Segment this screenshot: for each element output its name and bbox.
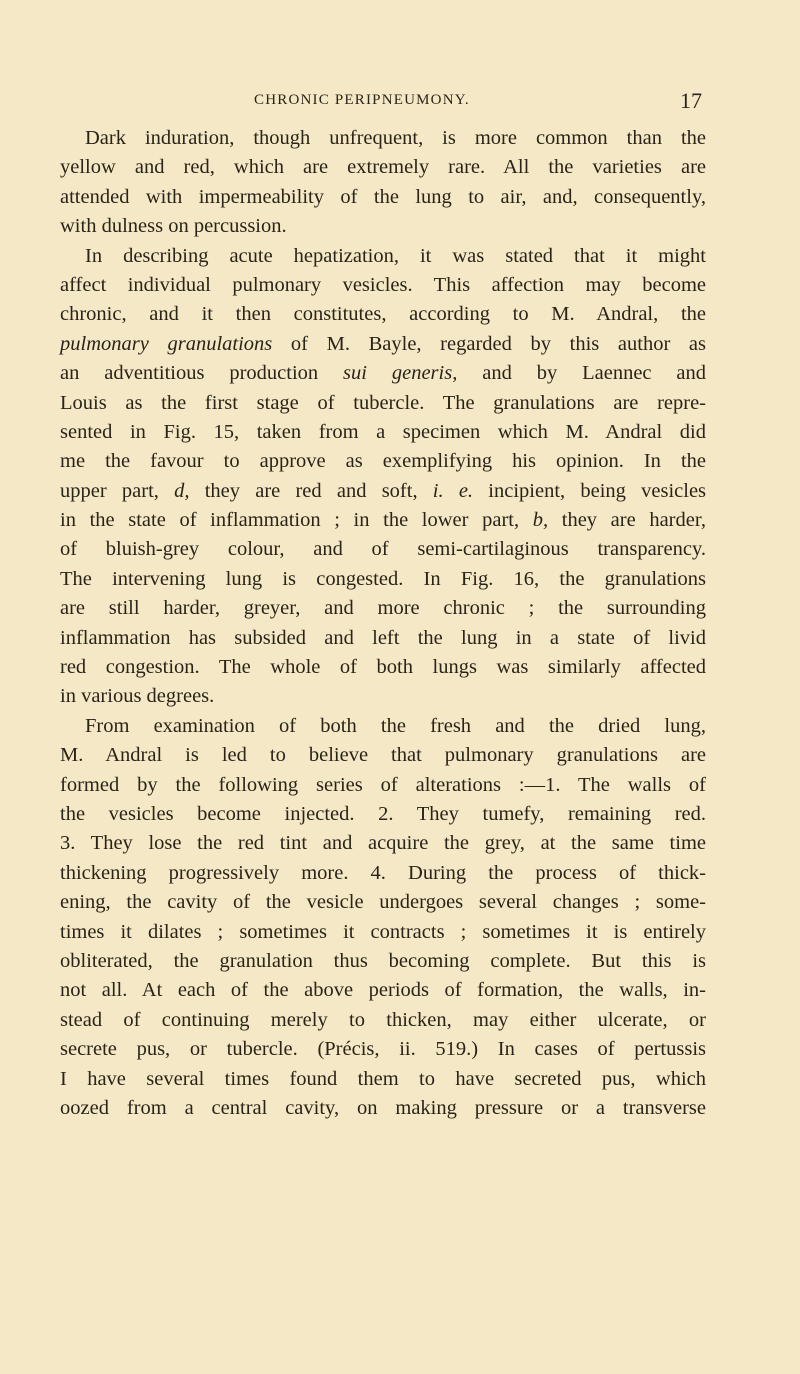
text-line <box>60 712 706 741</box>
text-line <box>60 1006 706 1035</box>
text-line <box>60 976 706 1005</box>
text-segment: From examination of both the fresh and the dried lung, <box>85 714 706 737</box>
text-line <box>60 271 706 300</box>
text-segment: obliterated, the granulation thus becoming complete. But this is <box>60 949 706 972</box>
text-segment: M. Andral is led to believe that pulmonary granulations are <box>60 744 706 767</box>
text-segment: chronic, and it then constitutes, according to M. Andral, the <box>60 303 706 326</box>
text-segment: inflammation has subsided and left the lung in a state of livid <box>60 626 706 649</box>
text-segment: an adventitious production <box>60 362 344 385</box>
text-line <box>60 859 706 888</box>
text-line <box>60 359 706 388</box>
text-segment: of M. Bayle, regarded by this author as <box>272 332 707 355</box>
text-line <box>60 653 706 682</box>
text-line <box>60 682 706 711</box>
text-segment: and by Laennec and <box>457 362 707 385</box>
text-segment: attended with impermeability of the lung to air, and, consequently, <box>60 185 706 208</box>
text-segment: stead of continuing merely to thicken, may either ulcerate, or <box>60 1008 706 1031</box>
text-segment: are still harder, greyer, and more chronic ; the surrounding <box>60 597 706 620</box>
text-segment: In describing acute hepatization, it was stated that it might <box>85 244 706 267</box>
text-segment: red congestion. The whole of both lungs was similarly affected <box>60 656 706 679</box>
text-segment: incipient, being vesicles <box>473 479 707 502</box>
text-line <box>60 418 706 447</box>
text-segment: The intervening lung is congested. In Fig. 16, the granulations <box>60 567 706 590</box>
body-text <box>60 124 706 1123</box>
text-line <box>60 1094 706 1123</box>
text-segment: with dulness on percussion. <box>60 215 287 238</box>
text-segment: formed by the following series of alterations :—1. The walls of <box>60 773 706 796</box>
text-line <box>60 888 706 917</box>
text-line <box>60 535 706 564</box>
text-segment: times it dilates ; sometimes it contracts ; sometimes it is entirely <box>60 920 706 943</box>
text-segment: sented in Fig. 15, taken from a specimen which M. Andral did <box>60 420 706 443</box>
text-segment: 3. They lose the red tint and acquire the grey, at the same time <box>60 832 706 855</box>
text-line <box>60 300 706 329</box>
text-line <box>60 1065 706 1094</box>
text-line <box>60 330 706 359</box>
text-line <box>60 829 706 858</box>
text-segment: the vesicles become injected. 2. They tumefy, remaining red. <box>60 802 706 825</box>
text-line <box>60 594 706 623</box>
text-line <box>60 389 706 418</box>
text-line <box>60 477 706 506</box>
text-line <box>60 741 706 770</box>
italic-text: pulmonary granulations <box>60 332 273 355</box>
text-segment: upper part, <box>60 479 175 502</box>
text-line <box>60 565 706 594</box>
text-segment: they are harder, <box>548 509 706 532</box>
text-line <box>60 153 706 182</box>
text-segment: me the favour to approve as exemplifying his opinion. In the <box>60 450 706 473</box>
text-line <box>60 947 706 976</box>
text-line <box>60 1035 706 1064</box>
text-segment: ening, the cavity of the vesicle undergoes several changes ; some- <box>60 891 706 914</box>
running-title: CHRONIC PERIPNEUMONY. <box>254 92 470 108</box>
text-segment: they are red and soft, <box>189 479 433 502</box>
italic-text: sui generis, <box>343 362 458 385</box>
italic-text: b, <box>532 509 549 532</box>
text-segment: Dark induration, though unfrequent, is more common than the <box>85 127 706 149</box>
text-segment: oozed from a central cavity, on making pressure or a transverse <box>60 1096 706 1119</box>
text-line <box>60 506 706 535</box>
text-line <box>60 124 706 153</box>
text-segment: in the state of inflammation ; in the lower part, <box>60 509 533 532</box>
text-line <box>60 242 706 271</box>
italic-text: d, <box>174 479 190 502</box>
text-line <box>60 918 706 947</box>
text-line <box>60 624 706 653</box>
text-segment: yellow and red, which are extremely rare. All the varieties are <box>60 156 706 179</box>
text-line <box>60 212 706 241</box>
text-segment: I have several times found them to have secreted pus, which <box>60 1067 706 1090</box>
text-segment: of bluish-grey colour, and of semi-cartilaginous transparency. <box>60 538 706 561</box>
page-number: 17 <box>680 88 702 113</box>
text-segment: in various degrees. <box>60 685 215 708</box>
text-segment: thickening progressively more. 4. During the process of thick- <box>60 861 706 884</box>
text-segment: not all. At each of the above periods of formation, the walls, in- <box>60 979 706 1002</box>
text-line <box>60 800 706 829</box>
text-segment: Louis as the first stage of tubercle. The granulations are repre- <box>60 391 706 414</box>
italic-text: i. e. <box>432 479 474 502</box>
text-segment: secrete pus, or tubercle. (Précis, ii. 519.) In cases of pertussis <box>60 1038 706 1061</box>
text-line <box>60 771 706 800</box>
text-line <box>60 447 706 476</box>
text-segment: affect individual pulmonary vesicles. This affection may become <box>60 273 706 296</box>
text-line <box>60 183 706 212</box>
